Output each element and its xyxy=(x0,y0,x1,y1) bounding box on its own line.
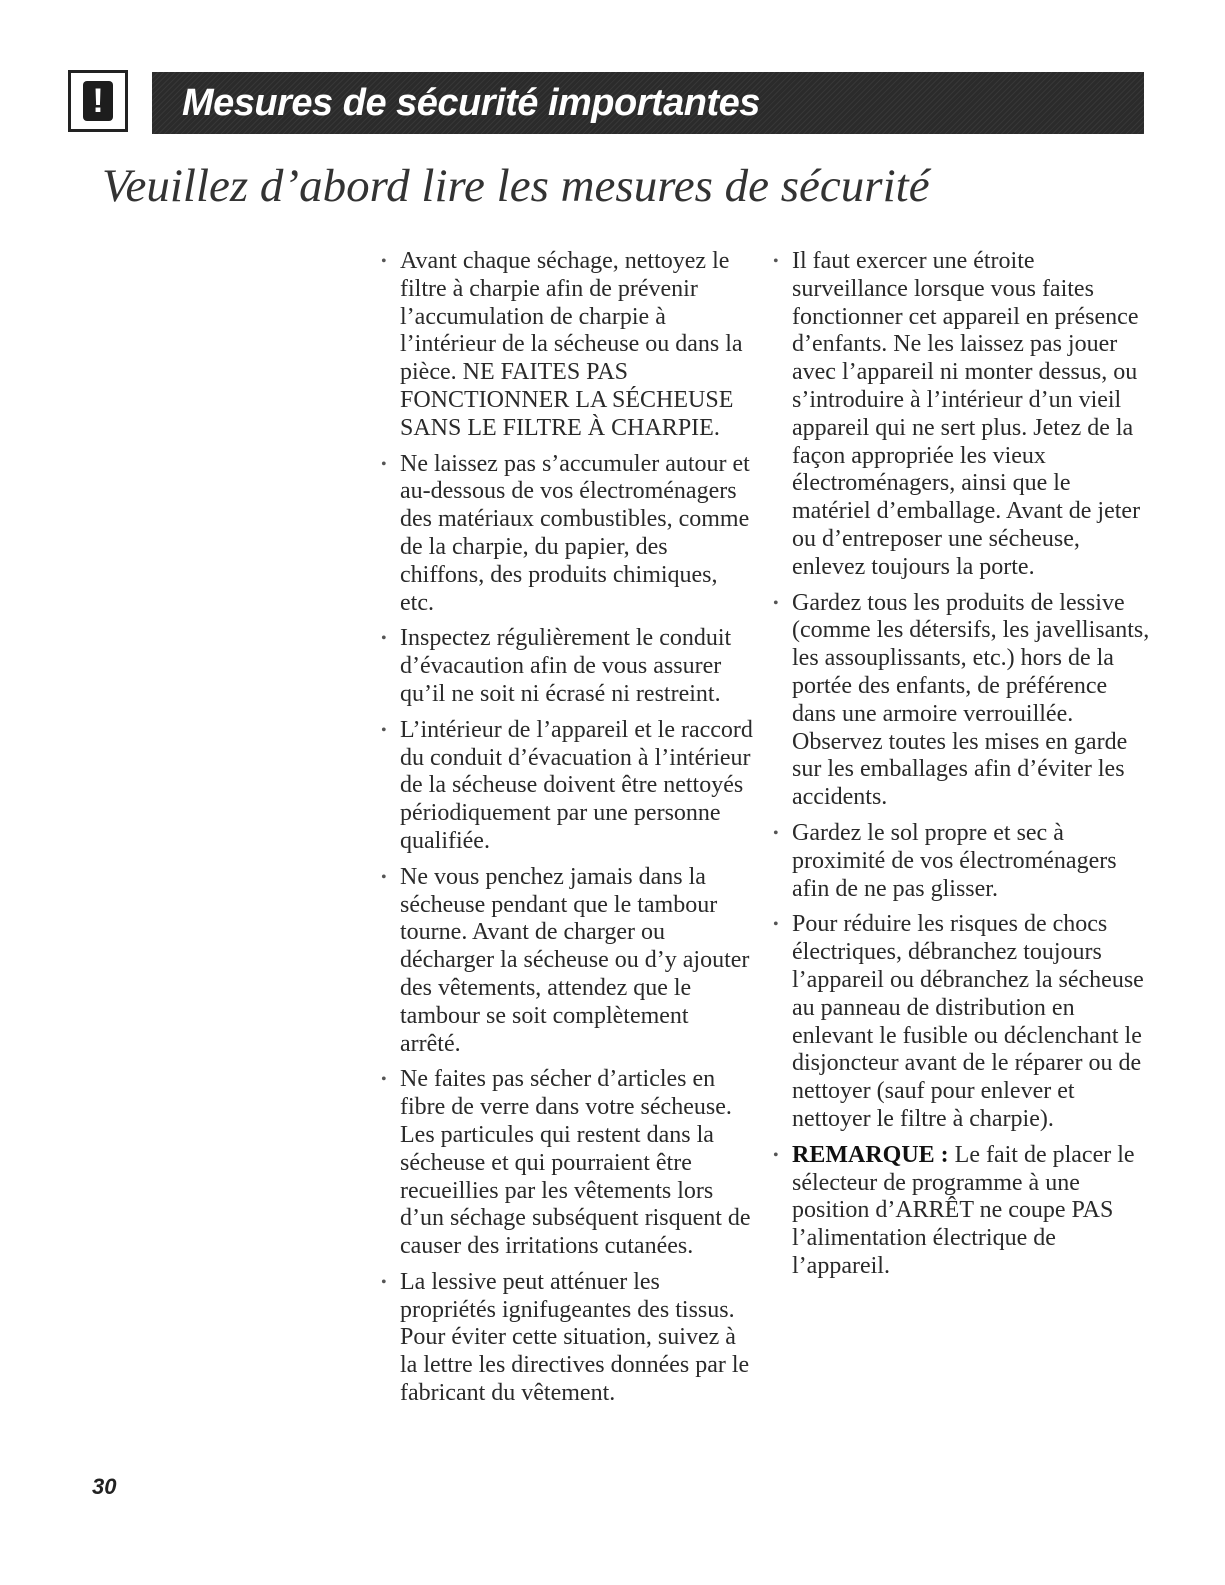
bullet-icon: • xyxy=(773,916,779,934)
list-item-text: Ne vous penchez jamais dans la sécheuse pendant que le tambour tourne. Avant de charger ou décharger la sécheuse ou d’y ajouter des vêtements, attendez que le tambour se soit complètement arrêté. xyxy=(400,863,750,1057)
list-item xyxy=(378,864,753,1059)
bullet-icon: • xyxy=(381,455,387,473)
list-item-text: Gardez le sol propre et sec à proximité de vos électroménagers afin de ne pas glisser. xyxy=(792,819,1117,902)
list-item-text: Inspectez régulièrement le conduit d’évacaution afin de vous assurer qu’il ne soit ni écrasé ni restreint. xyxy=(400,625,732,707)
list-item xyxy=(378,625,753,708)
bullet-icon: • xyxy=(773,594,779,612)
exclamation-glyph: ! xyxy=(92,82,104,120)
remark-item xyxy=(770,1142,1150,1281)
remark-label: REMARQUE : xyxy=(792,1141,949,1168)
exclamation-warning-icon xyxy=(83,81,113,121)
list-item-text: Ne faites pas sécher d’articles en fibre de verre dans votre sécheuse. Les particules qui restent dans la sécheuse et qui pourraient être recueillies par les vêtements lors d’un séchage subséquent risquent de causer des irritations cutanées. xyxy=(400,1066,751,1260)
page-subtitle: Veuillez d’abord lire les mesures de sécurité xyxy=(102,160,930,212)
banner-title: Mesures de sécurité importantes xyxy=(182,82,760,124)
bullet-icon: • xyxy=(773,253,779,270)
bullet-icon: • xyxy=(381,253,387,270)
left-column xyxy=(378,248,753,1416)
bullet-icon: • xyxy=(381,1273,387,1291)
header-banner xyxy=(152,72,1144,134)
remark-text: Le fait de placer le sélecteur de programme à une position d’ARRÊT ne coupe PAS l’alimentation électrique de l’appareil. xyxy=(792,1141,1135,1279)
bullet-icon: • xyxy=(773,824,779,842)
warning-box xyxy=(68,70,128,132)
list-item xyxy=(378,717,753,856)
right-bullet-list xyxy=(770,248,1150,1281)
bullet-icon: • xyxy=(381,721,387,739)
page-number: 30 xyxy=(92,1474,117,1499)
list-item xyxy=(378,1269,753,1408)
bullet-icon: • xyxy=(381,1071,387,1089)
list-item-text: La lessive peut atténuer les propriétés ignifugeantes des tissus. Pour éviter cette situation, suivez à la lettre les directives données par le fabricant du vêtement. xyxy=(400,1268,750,1407)
bullet-icon: • xyxy=(381,868,387,886)
list-item-text: Gardez tous les produits de lessive (comme les détersifs, les javellisants, les assouplissants, etc.) hors de la portée des enfants, de préférence dans une armoire verrouillée. Observez toutes les mises en garde sur les emballages afin d’éviter les accidents. xyxy=(792,589,1150,811)
list-item-text: L’intérieur de l’appareil et le raccord du conduit d’évacuation à l’intérieur de la sécheuse doivent être nettoyés périodiquement par une personne qualifiée. xyxy=(400,716,753,854)
list-item xyxy=(770,820,1150,903)
list-item xyxy=(770,911,1150,1133)
list-item-text: Ne laissez pas s’accumuler autour et au-dessous de vos électroménagers des matériaux combustibles, comme de la charpie, du papier, des chiffons, des produits chimiques, etc. xyxy=(400,450,750,616)
list-item xyxy=(770,590,1150,812)
left-bullet-list xyxy=(378,248,753,1408)
list-item-text: Il faut exercer une étroite surveillance lorsque vous faites fonctionner cet appareil en présence d’enfants. Ne les laissez pas jouer avec l’appareil ni monter dessus, ou s’introduire à l’intérieur d’un vieil appareil qui ne sert plus. Jetez de la façon appropriée les vieux électroménagers, ainsi que le matériel d’emballage. Avant de jeter ou d’entreposer une sécheuse, enlevez toujours la porte. xyxy=(792,248,1141,580)
list-item-text: Avant chaque séchage, nettoyez le filtre à charpie afin de prévenir l’accumulation de charpie à l’intérieur de la sécheuse ou dans la pièce. NE FAITES PAS FONCTIONNER LA SÉCHEUSE SANS LE FILTRE À CHARPIE. xyxy=(400,248,743,441)
list-item xyxy=(378,451,753,618)
list-item xyxy=(770,248,1150,582)
list-item xyxy=(378,1066,753,1261)
right-column xyxy=(770,248,1150,1289)
list-item-text: Pour réduire les risques de chocs électriques, débranchez toujours l’appareil ou débranchez la sécheuse au panneau de distribution en enlevant le fusible ou déclenchant le disjoncteur avant de le réparer ou de nettoyer (sauf pour enlever et nettoyer le filtre à charpie). xyxy=(792,911,1144,1132)
bullet-icon: • xyxy=(773,1146,779,1164)
bullet-icon: • xyxy=(381,630,387,648)
list-item xyxy=(378,248,753,443)
